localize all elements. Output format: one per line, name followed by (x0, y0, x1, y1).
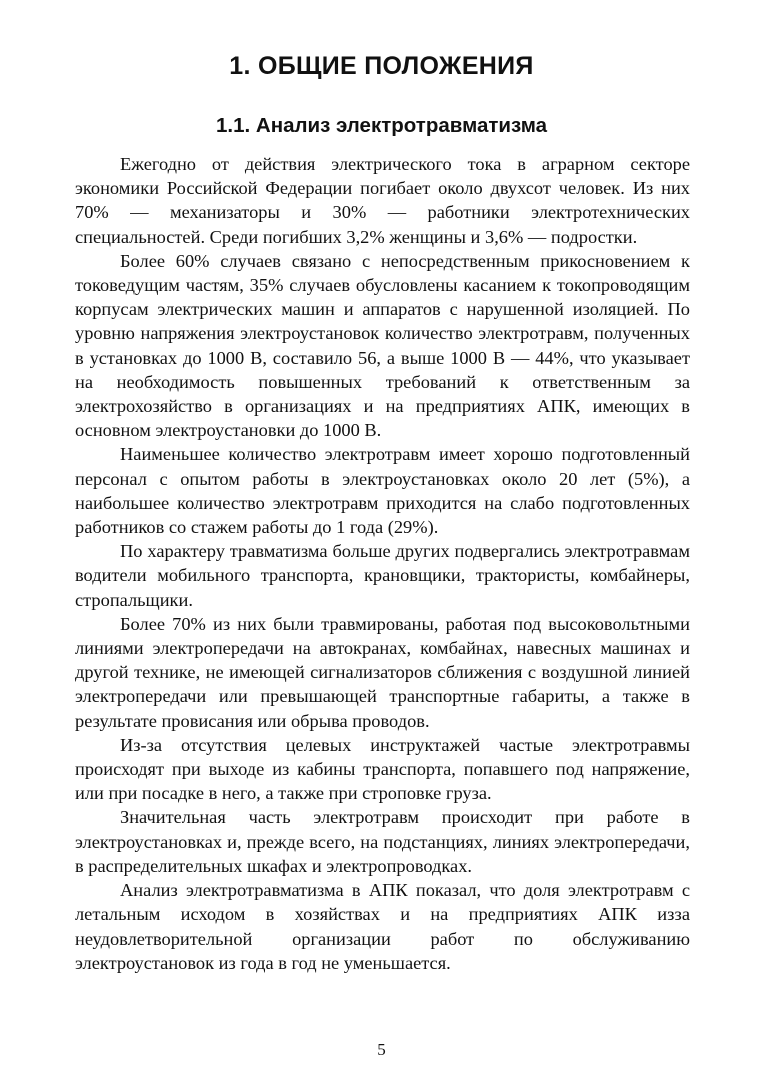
paragraph: Значительная часть электротравм происходит при работе в электроустановках и, прежде всего, на подстанциях, линиях электропередачи, в распределительных шкафах и электропроводках. (75, 807, 690, 876)
paragraph: Более 70% из них были травмированы, работая под высоковольтными линиями электропередачи на автокранах, комбайнах, навесных машинах и другой технике, не имеющей сигнализаторов сближения с воздушной линией электропередачи или превышающей транспортные габариты, а также в результате провисания или обрыва проводов. (75, 613, 690, 731)
paragraph: Анализ электротравматизма в АПК показал, что доля электротравм с летальным исходом в хозяйствах и на предприятиях АПК изза неудовлетворительной организации работ по обслуживанию электроустановок из года в год не уменьшается. (75, 880, 690, 973)
paragraph: Наименьшее количество электротравм имеет хорошо подготовленный персонал с опытом работы в электроустановках около 20 лет (5%), а наибольшее количество электротравм приходится на слабо подготовленных работников со стажем работы до 1 года (29%). (75, 444, 690, 538)
paragraph: Ежегодно от действия электрического тока в аграрном секторе экономики Российской Федерации погибает около двухсот человек. Из них 70% — механизаторы и 30% — работники электротехнических специальностей. Среди погибших 3,2% женщины и 3,6% — подростки. (75, 154, 690, 247)
chapter-title: 1. ОБЩИЕ ПОЛОЖЕНИЯ (229, 52, 534, 80)
paragraph: Более 60% случаев связано с непосредственным прикосновением к токоведущим частям, 35% случаев обусловлены касанием к токопроводящим корпусам электрических машин и аппаратов с нарушенной изоляцией. По уровню напряжения электроустановок количество электротравм, полученных в установках до 1000 В, составило 56, а выше 1000 В — 44%, что указывает на необходимость повышенных требований к ответственным за электрохозяйство в организациях и на предприятиях АПК, имеющих в основном электроустановки до 1000 В. (75, 250, 690, 441)
body-text (75, 152, 690, 975)
page-number: 5 (377, 1040, 386, 1059)
paragraph: Из-за отсутствия целевых инструктажей частые электротравмы происходят при выходе из кабины транспорта, попавшего под напряжение, или при посадке в него, а также при строповке груза. (75, 734, 690, 804)
section-title: 1.1. Анализ электротравматизма (216, 114, 547, 137)
paragraph: По характеру травматизма больше других подвергались электротравмам водители мобильного транспорта, крановщики, трактористы, комбайнеры, стропальщики. (75, 541, 690, 610)
